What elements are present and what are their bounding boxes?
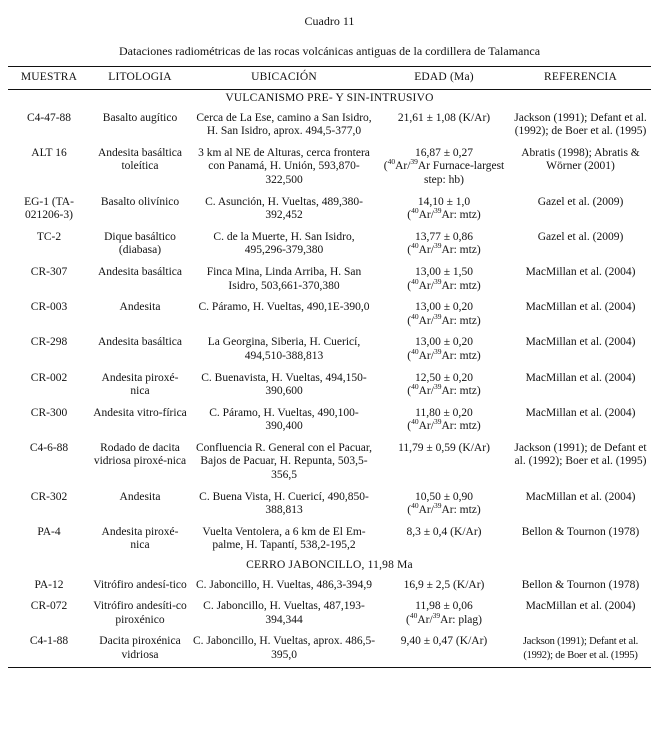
cell-ubicacion-text: C. Jaboncillo, H. Vueltas, aprox. 486,5-395,0 bbox=[192, 635, 376, 661]
cell-muestra bbox=[8, 403, 90, 438]
cell-muestra-text: EG-1 (TA-021206-3) bbox=[24, 195, 74, 222]
header-referencia: REFERENCIA bbox=[510, 67, 651, 90]
cell-litologia-text: Andesita basáltica toleítica bbox=[98, 146, 182, 173]
cell-edad bbox=[378, 596, 510, 631]
cell-ubicacion bbox=[190, 487, 378, 522]
cell-referencia bbox=[510, 192, 651, 227]
cell-referencia bbox=[510, 262, 651, 297]
cell-referencia bbox=[510, 522, 651, 557]
cell-ubicacion bbox=[190, 297, 378, 332]
cell-edad-text: 13,00 ± 1,50 bbox=[414, 265, 474, 278]
cell-edad bbox=[378, 403, 510, 438]
cell-muestra-text: CR-300 bbox=[30, 406, 68, 419]
cell-ubicacion-text: C. de la Muerte, H. San Isidro, 495,296-379,380 bbox=[213, 230, 355, 257]
cell-litologia-text: Vitrófiro andesíti-co piroxénico bbox=[93, 600, 187, 626]
cell-referencia-text: MacMillan et al. (2004) bbox=[525, 336, 636, 349]
table-body bbox=[8, 90, 651, 668]
cell-edad-text: 11,79 ± 0,59 (K/Ar) bbox=[398, 441, 490, 454]
cell-muestra bbox=[8, 143, 90, 192]
edad-method-note-text: Ar/$^{39}$Ar: mtz bbox=[418, 206, 477, 222]
cell-muestra-text: TC-2 bbox=[36, 230, 62, 243]
cell-edad-text: 8,3 ± 0,4 (K/Ar) bbox=[406, 525, 482, 538]
edad-method-note: ($^{40}$Ar/$^{39}$Ar: mtz) bbox=[407, 311, 481, 327]
cell-ubicacion bbox=[190, 108, 378, 143]
edad-method-note: ($^{40}$Ar/$^{39}$Ar: mtz) bbox=[407, 276, 481, 292]
edad-method-note-text: Ar/$^{39}$Ar: mtz bbox=[418, 241, 477, 257]
edad-method-note: ($^{40}$Ar/$^{39}$Ar Furnace-largest step: hb) bbox=[383, 157, 505, 186]
cell-litologia bbox=[90, 487, 190, 522]
cell-ubicacion bbox=[190, 575, 378, 597]
cell-referencia-text: MacMillan et al. (2004) bbox=[525, 406, 636, 419]
cell-litologia bbox=[90, 522, 190, 557]
cell-ubicacion-text: C. Páramo, H. Vueltas, 490,1E-390,0 bbox=[198, 301, 370, 314]
cell-litologia bbox=[90, 368, 190, 403]
cell-referencia-text: Abratis (1998); Abratis & Wörner (2001) bbox=[521, 146, 640, 173]
cell-ubicacion-text: La Georgina, Siberia, H. Cuericí, 494,510-388,813 bbox=[207, 336, 361, 362]
table-row bbox=[8, 143, 651, 192]
cell-litologia-text: Andesita basáltica bbox=[98, 265, 182, 278]
cell-ubicacion bbox=[190, 332, 378, 367]
cell-referencia-text: MacMillan et al. (2004) bbox=[525, 371, 636, 384]
cell-referencia-text: MacMillan et al. (2004) bbox=[525, 490, 636, 503]
cell-referencia bbox=[510, 575, 651, 597]
cell-edad bbox=[378, 631, 510, 667]
table-number: Cuadro 11 bbox=[304, 14, 355, 28]
cell-muestra-text: CR-003 bbox=[30, 301, 68, 314]
edad-method-note-text: Ar/$^{39}$Ar: mtz bbox=[418, 276, 477, 292]
cell-litologia-text: Andesita piroxé-nica bbox=[101, 371, 179, 398]
cell-ubicacion-text: C. Jaboncillo, H. Vueltas, 487,193-394,344 bbox=[203, 600, 365, 626]
cell-litologia-text: Andesita piroxé-nica bbox=[101, 525, 179, 552]
cell-litologia bbox=[90, 631, 190, 667]
cell-referencia bbox=[510, 227, 651, 262]
cell-litologia bbox=[90, 332, 190, 367]
cell-litologia-text: Andesita vitro-fírica bbox=[93, 406, 187, 419]
cell-litologia bbox=[90, 227, 190, 262]
header-row bbox=[8, 67, 651, 90]
cell-ubicacion bbox=[190, 438, 378, 487]
cell-litologia bbox=[90, 143, 190, 192]
cell-ubicacion bbox=[190, 227, 378, 262]
cell-edad bbox=[378, 368, 510, 403]
section-title: CERRO JABONCILLO, 11,98 Ma bbox=[246, 559, 413, 572]
table-row bbox=[8, 403, 651, 438]
cell-ubicacion-text: C. Buena Vista, H. Cuericí, 490,850-388,813 bbox=[199, 490, 369, 517]
cell-litologia bbox=[90, 262, 190, 297]
cell-edad-text: 13,00 ± 0,20 bbox=[414, 336, 474, 349]
cell-edad-text: 11,80 ± 0,20 bbox=[415, 406, 473, 419]
table-row bbox=[8, 192, 651, 227]
section-title: VULCANISMO PRE- Y SIN-INTRUSIVO bbox=[225, 92, 434, 104]
cell-litologia-text: Andesita bbox=[119, 301, 161, 314]
table-row bbox=[8, 262, 651, 297]
cell-referencia-text: Gazel et al. (2009) bbox=[537, 230, 624, 243]
cell-ubicacion bbox=[190, 143, 378, 192]
header-litologia: LITOLOGIA bbox=[90, 67, 190, 90]
cell-referencia bbox=[510, 438, 651, 487]
cell-referencia bbox=[510, 487, 651, 522]
cell-muestra-text: CR-002 bbox=[30, 371, 68, 384]
cell-litologia-text: Basalto olivínico bbox=[100, 195, 180, 208]
cell-edad bbox=[378, 438, 510, 487]
table-row bbox=[8, 596, 651, 631]
cell-referencia-text: MacMillan et al. (2004) bbox=[525, 301, 636, 314]
edad-method-note: ($^{40}$Ar/$^{39}$Ar: mtz) bbox=[407, 347, 481, 362]
cell-ubicacion bbox=[190, 403, 378, 438]
cell-ubicacion-text: C. Jaboncillo, H. Vueltas, 486,3-394,9 bbox=[195, 578, 373, 591]
cell-edad bbox=[378, 487, 510, 522]
cell-ubicacion-text: Confluencia R. General con el Pacuar, Bajos de Pacuar, H. Repunta, 503,5-356,5 bbox=[195, 441, 373, 482]
cell-muestra-text: CR-072 bbox=[30, 600, 68, 613]
edad-method-note-text: Ar/$^{39}$Ar: plag bbox=[417, 610, 479, 626]
header-ubicacion: UBICACIÓN bbox=[190, 67, 378, 90]
cell-referencia bbox=[510, 108, 651, 143]
cell-referencia-text: Bellon & Tournon (1978) bbox=[521, 525, 640, 538]
cell-referencia-text: Jackson (1991); Defant et al. (1992); de Boer et al. (1995) bbox=[522, 636, 639, 661]
cell-muestra bbox=[8, 438, 90, 487]
cell-ubicacion-text: 3 km al NE de Alturas, cerca frontera con Panamá, H. Unión, 593,870-322,500 bbox=[198, 146, 370, 186]
cell-referencia-text: Bellon & Tournon (1978) bbox=[521, 578, 640, 591]
cell-referencia-text: Jackson (1991); de Defant et al. (1992); Boer et al. (1995) bbox=[514, 441, 647, 468]
cell-referencia bbox=[510, 596, 651, 631]
edad-method-note: ($^{40}$Ar/$^{39}$Ar: plag) bbox=[405, 610, 483, 626]
cell-litologia-text: Basalto augítico bbox=[102, 111, 178, 124]
cell-ubicacion-text: Cerca de La Ese, camino a San Isidro, H. San Isidro, aprox. 494,5-377,0 bbox=[196, 111, 372, 138]
cell-muestra bbox=[8, 522, 90, 557]
cell-litologia bbox=[90, 438, 190, 487]
cell-muestra bbox=[8, 596, 90, 631]
cell-muestra bbox=[8, 368, 90, 403]
cell-edad bbox=[378, 143, 510, 192]
edad-method-note-text: Ar/$^{39}$Ar: mtz bbox=[418, 417, 477, 433]
cell-edad bbox=[378, 262, 510, 297]
cell-edad bbox=[378, 192, 510, 227]
cell-litologia bbox=[90, 575, 190, 597]
cell-ubicacion bbox=[190, 631, 378, 667]
table-row bbox=[8, 631, 651, 667]
cell-muestra bbox=[8, 575, 90, 597]
section-header-row bbox=[8, 90, 651, 108]
cell-referencia bbox=[510, 332, 651, 367]
cell-edad-text: 13,77 ± 0,86 bbox=[414, 230, 474, 243]
cell-ubicacion bbox=[190, 192, 378, 227]
cell-edad bbox=[378, 332, 510, 367]
table-row bbox=[8, 575, 651, 597]
cell-edad-text: 11,98 ± 0,06 bbox=[415, 600, 473, 613]
cell-litologia bbox=[90, 403, 190, 438]
table-row bbox=[8, 438, 651, 487]
cell-ubicacion-text: C. Páramo, H. Vueltas, 490,100-390,400 bbox=[209, 406, 359, 433]
cell-edad-text: 9,40 ± 0,47 (K/Ar) bbox=[400, 635, 488, 648]
cell-litologia-text: Dacita piroxénica vidriosa bbox=[99, 635, 181, 661]
cell-referencia bbox=[510, 368, 651, 403]
cell-ubicacion bbox=[190, 262, 378, 297]
cell-muestra bbox=[8, 192, 90, 227]
edad-method-note-text: Ar/$^{39}$Ar: mtz bbox=[418, 501, 477, 517]
cell-edad bbox=[378, 108, 510, 143]
cell-referencia bbox=[510, 631, 651, 667]
header-muestra: MUESTRA bbox=[8, 67, 90, 90]
cell-muestra bbox=[8, 262, 90, 297]
cell-ubicacion bbox=[190, 596, 378, 631]
cell-muestra-text: ALT 16 bbox=[31, 146, 67, 159]
cell-edad-text: 21,61 ± 1,08 (K/Ar) bbox=[397, 111, 491, 124]
cell-ubicacion-text: C. Buenavista, H. Vueltas, 494,150-390,600 bbox=[201, 371, 367, 398]
cell-ubicacion bbox=[190, 522, 378, 557]
cell-litologia bbox=[90, 192, 190, 227]
cell-referencia-text: Jackson (1991); Defant et al. (1992); de Boer et al. (1995) bbox=[514, 111, 647, 138]
cell-edad-text: 16,9 ± 2,5 (K/Ar) bbox=[403, 578, 485, 591]
cell-referencia bbox=[510, 297, 651, 332]
edad-method-note-text: Ar/$^{39}$Ar: mtz bbox=[418, 382, 477, 398]
edad-method-note: ($^{40}$Ar/$^{39}$Ar: mtz) bbox=[407, 382, 481, 398]
cell-muestra-text: C4-47-88 bbox=[26, 111, 72, 124]
cell-edad bbox=[378, 575, 510, 597]
section-header-row bbox=[8, 557, 651, 575]
cell-edad-text: 16,87 ± 0,27 bbox=[414, 146, 474, 159]
cell-muestra-text: CR-302 bbox=[30, 490, 68, 503]
cell-litologia bbox=[90, 596, 190, 631]
cell-referencia-text: MacMillan et al. (2004) bbox=[525, 600, 636, 613]
cell-muestra-text: C4-6-88 bbox=[29, 441, 69, 454]
edad-method-note: ($^{40}$Ar/$^{39}$Ar: mtz) bbox=[407, 417, 481, 433]
cell-litologia-text: Rodado de dacita vidriosa piroxé-nica bbox=[93, 441, 187, 468]
table-row bbox=[8, 487, 651, 522]
table-row bbox=[8, 108, 651, 143]
cell-referencia-text: Gazel et al. (2009) bbox=[537, 195, 624, 208]
cell-muestra bbox=[8, 227, 90, 262]
cell-muestra-text: CR-298 bbox=[30, 336, 68, 349]
cell-muestra bbox=[8, 108, 90, 143]
edad-method-note: ($^{40}$Ar/$^{39}$Ar: mtz) bbox=[407, 206, 481, 222]
table-row bbox=[8, 368, 651, 403]
edad-method-note-text: Ar/$^{39}$Ar Furnace-largest step: hb bbox=[395, 157, 505, 186]
edad-method-note-text: Ar/$^{39}$Ar: mtz bbox=[418, 311, 477, 327]
cell-muestra-text: C4-1-88 bbox=[29, 635, 69, 648]
cell-muestra bbox=[8, 487, 90, 522]
cell-litologia bbox=[90, 297, 190, 332]
cell-edad-text: 14,10 ± 1,0 bbox=[417, 195, 471, 208]
edad-method-note: ($^{40}$Ar/$^{39}$Ar: mtz) bbox=[407, 501, 481, 517]
cell-edad-text: 13,00 ± 0,20 bbox=[414, 301, 474, 314]
cell-edad bbox=[378, 297, 510, 332]
cell-ubicacion-text: Finca Mina, Linda Arriba, H. San Isidro, 503,661-370,380 bbox=[206, 265, 362, 292]
cell-muestra-text: CR-307 bbox=[30, 265, 68, 278]
table-row bbox=[8, 522, 651, 557]
cell-litologia-text: Vitrófiro andesí-tico bbox=[93, 578, 187, 591]
cell-muestra-text: PA-4 bbox=[37, 525, 61, 538]
cell-edad bbox=[378, 227, 510, 262]
cell-edad bbox=[378, 522, 510, 557]
cell-muestra-text: PA-12 bbox=[34, 578, 64, 591]
cell-edad-text: 10,50 ± 0,90 bbox=[414, 490, 474, 503]
cell-edad-text: 12,50 ± 0,20 bbox=[414, 371, 474, 384]
cell-ubicacion-text: Vuelta Ventolera, a 6 km de El Em-palme, H. Tapantí, 538,2-195,2 bbox=[202, 525, 366, 552]
cell-ubicacion-text: C. Asunción, H. Vueltas, 489,380-392,452 bbox=[205, 195, 363, 222]
edad-method-note: ($^{40}$Ar/$^{39}$Ar: mtz) bbox=[407, 241, 481, 257]
table-row bbox=[8, 332, 651, 367]
radiometric-dating-table bbox=[8, 66, 651, 668]
cell-litologia-text: Andesita bbox=[119, 490, 161, 503]
cell-muestra bbox=[8, 631, 90, 667]
cell-ubicacion bbox=[190, 368, 378, 403]
cell-referencia bbox=[510, 403, 651, 438]
cell-referencia bbox=[510, 143, 651, 192]
cell-litologia bbox=[90, 108, 190, 143]
table-title: Dataciones radiométricas de las rocas volcánicas antiguas de la cordillera de Talamanca bbox=[118, 44, 541, 58]
cell-litologia-text: Dique basáltico (diabasa) bbox=[104, 230, 176, 257]
cell-referencia-text: MacMillan et al. (2004) bbox=[525, 265, 636, 278]
cell-muestra bbox=[8, 297, 90, 332]
header-edad: EDAD (Ma) bbox=[378, 67, 510, 90]
table-row bbox=[8, 227, 651, 262]
edad-method-note-text: Ar/$^{39}$Ar: mtz bbox=[418, 347, 477, 362]
cell-litologia-text: Andesita basáltica bbox=[98, 336, 182, 349]
table-row bbox=[8, 297, 651, 332]
cell-muestra bbox=[8, 332, 90, 367]
